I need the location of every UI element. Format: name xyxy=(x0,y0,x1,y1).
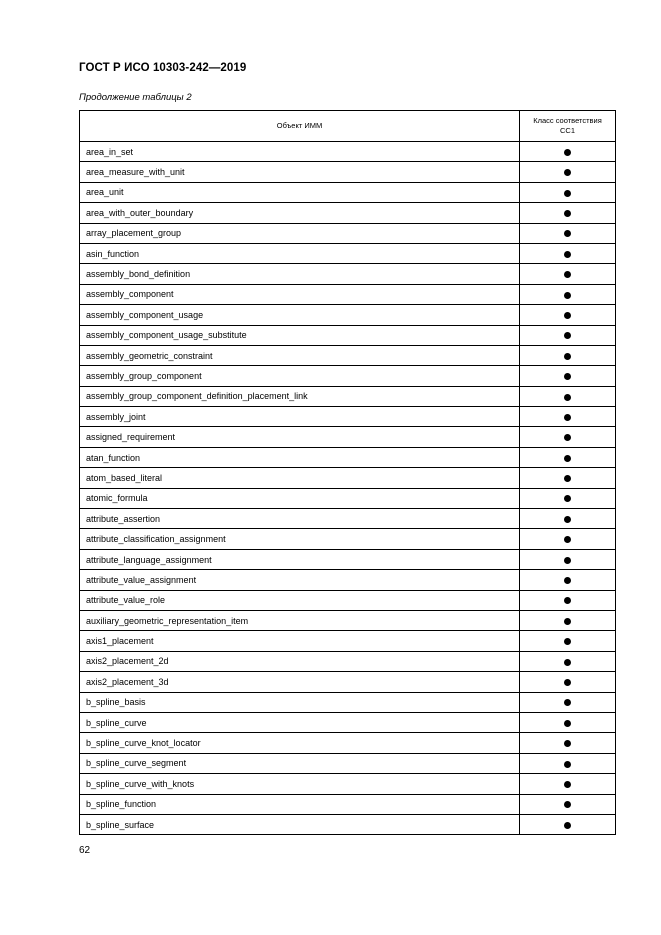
object-name-cell: b_spline_curve_with_knots xyxy=(80,774,520,794)
table-caption: Продолжение таблицы 2 xyxy=(79,92,192,103)
filled-circle-icon xyxy=(564,536,571,543)
cc1-mark-cell xyxy=(520,203,616,223)
table-row xyxy=(80,529,616,549)
table-row xyxy=(80,814,616,834)
filled-circle-icon xyxy=(564,597,571,604)
cc1-mark-cell xyxy=(520,243,616,263)
filled-circle-icon xyxy=(564,251,571,258)
cc1-mark-cell xyxy=(520,631,616,651)
table-row xyxy=(80,753,616,773)
table-row xyxy=(80,712,616,732)
column-header-object: Объект ИММ xyxy=(80,111,520,142)
object-name-cell: attribute_value_role xyxy=(80,590,520,610)
table-row xyxy=(80,447,616,467)
table-row xyxy=(80,610,616,630)
object-name-cell: b_spline_surface xyxy=(80,814,520,834)
cc1-mark-cell xyxy=(520,386,616,406)
filled-circle-icon xyxy=(564,557,571,564)
filled-circle-icon xyxy=(564,332,571,339)
table-row xyxy=(80,407,616,427)
table-row xyxy=(80,631,616,651)
filled-circle-icon xyxy=(564,169,571,176)
filled-circle-icon xyxy=(564,761,571,768)
table-row xyxy=(80,284,616,304)
filled-circle-icon xyxy=(564,679,571,686)
object-name-cell: attribute_classification_assignment xyxy=(80,529,520,549)
table-row xyxy=(80,692,616,712)
table-header-row xyxy=(80,111,616,142)
object-name-cell: b_spline_curve_segment xyxy=(80,753,520,773)
object-name-cell: assigned_requirement xyxy=(80,427,520,447)
object-name-cell: axis1_placement xyxy=(80,631,520,651)
object-name-cell: assembly_component_usage xyxy=(80,305,520,325)
object-name-cell: assembly_bond_definition xyxy=(80,264,520,284)
object-name-cell: b_spline_function xyxy=(80,794,520,814)
filled-circle-icon xyxy=(564,699,571,706)
table-row xyxy=(80,142,616,162)
filled-circle-icon xyxy=(564,271,571,278)
object-name-cell: attribute_assertion xyxy=(80,509,520,529)
object-name-cell: auxiliary_geometric_representation_item xyxy=(80,610,520,630)
filled-circle-icon xyxy=(564,455,571,462)
object-name-cell: assembly_component xyxy=(80,284,520,304)
filled-circle-icon xyxy=(564,801,571,808)
table-row xyxy=(80,468,616,488)
cc1-mark-cell xyxy=(520,610,616,630)
cc1-mark-cell xyxy=(520,447,616,467)
object-name-cell: array_placement_group xyxy=(80,223,520,243)
table-row xyxy=(80,733,616,753)
column-header-class xyxy=(520,111,616,142)
cc1-mark-cell xyxy=(520,345,616,365)
cc1-mark-cell xyxy=(520,325,616,345)
table-row xyxy=(80,488,616,508)
cc1-mark-cell xyxy=(520,407,616,427)
object-name-cell: assembly_component_usage_substitute xyxy=(80,325,520,345)
table-row xyxy=(80,345,616,365)
filled-circle-icon xyxy=(564,638,571,645)
table-row xyxy=(80,570,616,590)
conformance-table xyxy=(79,110,616,835)
filled-circle-icon xyxy=(564,394,571,401)
filled-circle-icon xyxy=(564,190,571,197)
object-name-cell: atomic_formula xyxy=(80,488,520,508)
object-name-cell: asin_function xyxy=(80,243,520,263)
object-name-cell: atan_function xyxy=(80,447,520,467)
cc1-mark-cell xyxy=(520,814,616,834)
cc1-mark-cell xyxy=(520,223,616,243)
filled-circle-icon xyxy=(564,516,571,523)
filled-circle-icon xyxy=(564,720,571,727)
cc1-mark-cell xyxy=(520,774,616,794)
document-header: ГОСТ Р ИСО 10303-242—2019 xyxy=(79,62,247,74)
table-row xyxy=(80,162,616,182)
object-name-cell: axis2_placement_2d xyxy=(80,651,520,671)
filled-circle-icon xyxy=(564,414,571,421)
table-row xyxy=(80,590,616,610)
filled-circle-icon xyxy=(564,230,571,237)
filled-circle-icon xyxy=(564,577,571,584)
cc1-mark-cell xyxy=(520,284,616,304)
object-name-cell: b_spline_basis xyxy=(80,692,520,712)
object-name-cell: assembly_group_component_definition_placement_link xyxy=(80,386,520,406)
cc1-mark-cell xyxy=(520,672,616,692)
table-row xyxy=(80,305,616,325)
filled-circle-icon xyxy=(564,475,571,482)
cc1-mark-cell xyxy=(520,509,616,529)
object-name-cell: b_spline_curve xyxy=(80,712,520,732)
cc1-mark-cell xyxy=(520,692,616,712)
table-body xyxy=(80,142,616,835)
table-row xyxy=(80,672,616,692)
filled-circle-icon xyxy=(564,618,571,625)
cc1-mark-cell xyxy=(520,529,616,549)
object-name-cell: area_measure_with_unit xyxy=(80,162,520,182)
table-row xyxy=(80,386,616,406)
cc1-mark-cell xyxy=(520,264,616,284)
cc1-mark-cell xyxy=(520,142,616,162)
filled-circle-icon xyxy=(564,149,571,156)
filled-circle-icon xyxy=(564,740,571,747)
object-name-cell: assembly_group_component xyxy=(80,366,520,386)
table-row xyxy=(80,774,616,794)
cc1-mark-cell xyxy=(520,753,616,773)
filled-circle-icon xyxy=(564,495,571,502)
table-row xyxy=(80,509,616,529)
column-header-class-line1: Класс соответствия xyxy=(533,116,602,125)
table-row xyxy=(80,794,616,814)
object-name-cell: axis2_placement_3d xyxy=(80,672,520,692)
table-row xyxy=(80,651,616,671)
filled-circle-icon xyxy=(564,292,571,299)
cc1-mark-cell xyxy=(520,366,616,386)
cc1-mark-cell xyxy=(520,712,616,732)
filled-circle-icon xyxy=(564,373,571,380)
table-row xyxy=(80,549,616,569)
cc1-mark-cell xyxy=(520,549,616,569)
cc1-mark-cell xyxy=(520,427,616,447)
cc1-mark-cell xyxy=(520,570,616,590)
table-row xyxy=(80,223,616,243)
table-row xyxy=(80,325,616,345)
table-row xyxy=(80,182,616,202)
cc1-mark-cell xyxy=(520,468,616,488)
filled-circle-icon xyxy=(564,353,571,360)
filled-circle-icon xyxy=(564,659,571,666)
cc1-mark-cell xyxy=(520,488,616,508)
object-name-cell: assembly_geometric_constraint xyxy=(80,345,520,365)
cc1-mark-cell xyxy=(520,651,616,671)
filled-circle-icon xyxy=(564,781,571,788)
object-name-cell: attribute_value_assignment xyxy=(80,570,520,590)
table-row xyxy=(80,427,616,447)
object-name-cell: b_spline_curve_knot_locator xyxy=(80,733,520,753)
object-name-cell: area_with_outer_boundary xyxy=(80,203,520,223)
page-number: 62 xyxy=(79,845,91,856)
table-row xyxy=(80,243,616,263)
table-row xyxy=(80,203,616,223)
table-row xyxy=(80,366,616,386)
cc1-mark-cell xyxy=(520,305,616,325)
filled-circle-icon xyxy=(564,822,571,829)
object-name-cell: attribute_language_assignment xyxy=(80,549,520,569)
object-name-cell: assembly_joint xyxy=(80,407,520,427)
cc1-mark-cell xyxy=(520,590,616,610)
filled-circle-icon xyxy=(564,434,571,441)
column-header-class-line2: CC1 xyxy=(559,126,575,135)
cc1-mark-cell xyxy=(520,162,616,182)
object-name-cell: area_unit xyxy=(80,182,520,202)
filled-circle-icon xyxy=(564,210,571,217)
cc1-mark-cell xyxy=(520,733,616,753)
object-name-cell: atom_based_literal xyxy=(80,468,520,488)
cc1-mark-cell xyxy=(520,182,616,202)
table-row xyxy=(80,264,616,284)
cc1-mark-cell xyxy=(520,794,616,814)
object-name-cell: area_in_set xyxy=(80,142,520,162)
filled-circle-icon xyxy=(564,312,571,319)
